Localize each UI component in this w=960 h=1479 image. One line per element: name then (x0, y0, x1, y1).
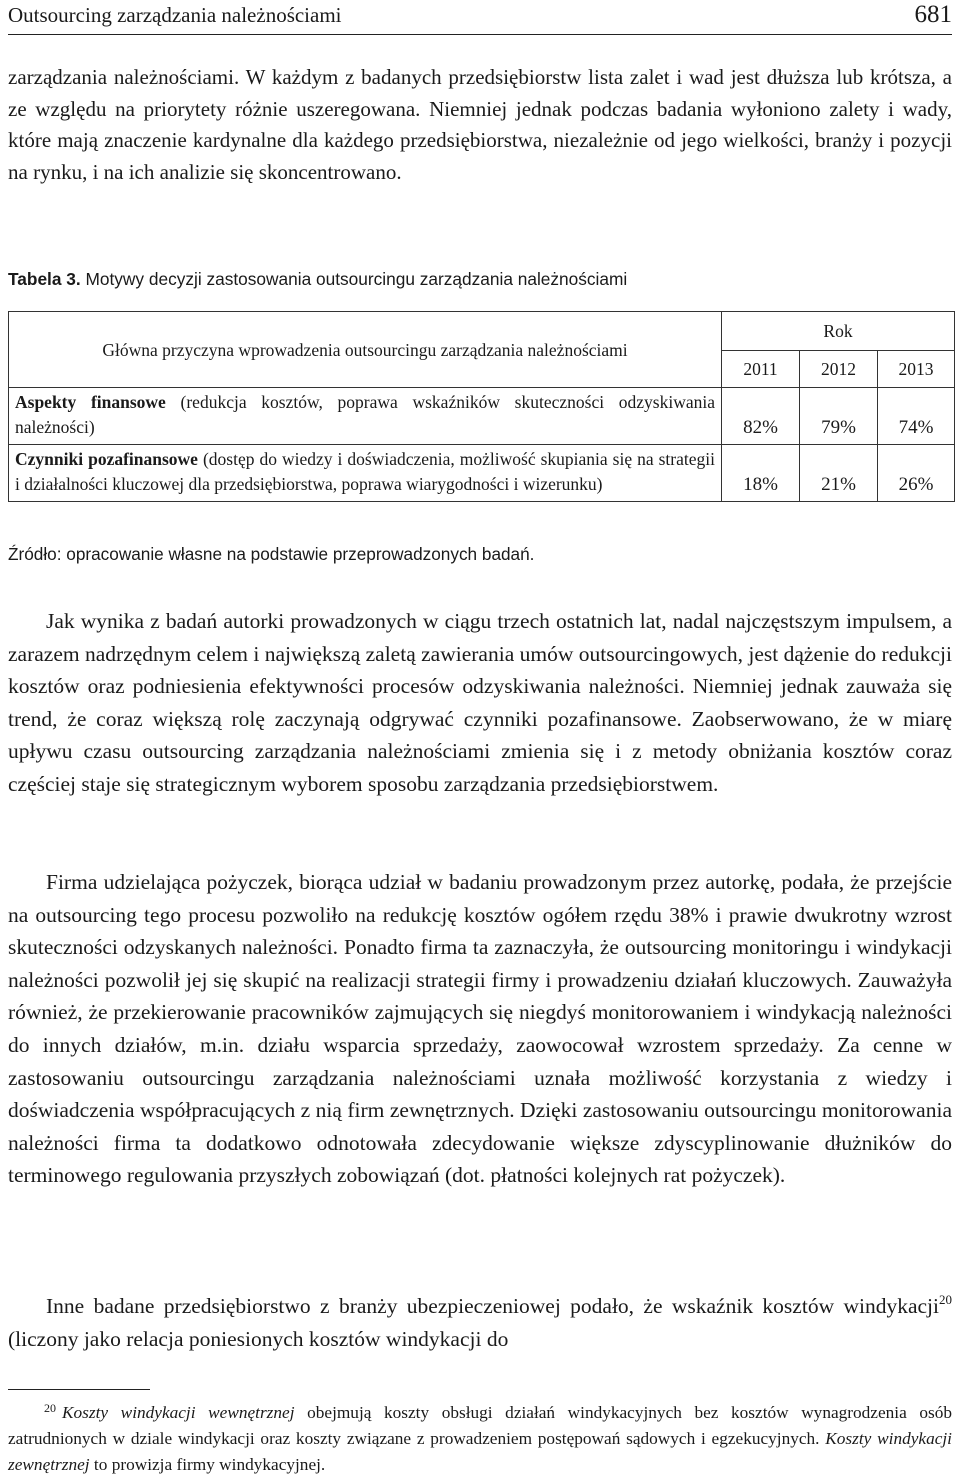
row-detail: (dostęp do wiedzy i doświadczenia, możliwość skupiania się na strategii i działalności kluczowej dla przedsiębiorstwa, poprawa wiarygodności i wizerunku) (15, 449, 715, 494)
header-year-group: Rok (722, 312, 955, 351)
header-main-cause: Główna przyczyna wprowadzenia outsourcingu zarządzania należnościami (9, 312, 722, 388)
footnote-divider (8, 1389, 150, 1390)
footnote-term: Koszty windykacji zewnętrznej (8, 1429, 952, 1474)
row-value-2013: 26% (878, 445, 955, 502)
body-paragraph: Firma udzielająca pożyczek, biorąca udział w badaniu prowadzonym przez autorkę, podała, że przejście na outsourcing tego procesu pozwoliło na redukcję kosztów ogółem rzędu 38% i prawie dwukrotny wzrost skuteczności odzyskanych należności. Ponadto firma ta zaznaczyła, że outsourcing monitoringu i windykacji należności pozwolił jej się skupić na realizacji strategii firmy i prowadzeniu działań kluczowych. Zauważyła również, że przekierowanie pracowników zajmujących się niegdyś monitorowaniem i windykacją należności do innych działów, m.in. działu wsparcia sprzedaży, zaowocował wzrostem sprzedaży. Za cenne w zastosowaniu outsourcingu zarządzania należnościami uznała możliwość korzystania z wiedzy i doświadczenia współpracujących z nią firm zewnętrznych. Dzięki zastosowaniu outsourcingu monitorowania należności firma ta dodatkowo odnotowała zdecydowanie większe zdyscyplinowanie dłużników do terminowego regulowania przyszłych zobowiązań (dot. płatności kolejnych rat pożyczek). (8, 870, 952, 1188)
row-value-2012: 21% (800, 445, 878, 502)
table-header-row (9, 312, 955, 351)
row-value-2013: 74% (878, 388, 955, 445)
page-number: 681 (914, 1, 952, 28)
footnote-text: to prowizja firmy windykacyjnej. (89, 1455, 326, 1474)
year-2011: 2011 (722, 351, 800, 388)
footnote-term: Koszty windykacji wewnętrznej (62, 1403, 295, 1422)
paragraph-text: (liczony jako relacja poniesionych kosztów windykacji do (8, 1326, 509, 1351)
row-term: Aspekty finansowe (15, 392, 166, 412)
row-detail: (redukcja kosztów, poprawa wskaźników skuteczności odzyskiwania należności) (15, 392, 715, 437)
footnote (8, 1395, 952, 1478)
paragraph-text: Inne badane przedsiębiorstwo z branży ubezpieczeniowej podało, że wskaźnik kosztów windykacji (46, 1294, 939, 1318)
year-2013: 2013 (878, 351, 955, 388)
year-2012: 2012 (800, 351, 878, 388)
table-caption (8, 266, 952, 292)
body-paragraph (8, 1290, 952, 1355)
row-value-2011: 18% (722, 445, 800, 502)
row-value-2011: 82% (722, 388, 800, 445)
table-caption-label: Tabela 3. (8, 269, 81, 289)
row-value-2012: 79% (800, 388, 878, 445)
table-source: Źródło: opracowanie własne na podstawie przeprowadzonych badań. (8, 544, 535, 564)
footnote-number: 20 (44, 1401, 56, 1415)
body-paragraph: Jak wynika z badań autorki prowadzonych w ciągu trzech ostatnich lat, nadal najczęstszym impulsem, a zarazem nadrzędnym celem i największą zaletą zawierania umów outsourcingowych, jest dążenie do redukcji kosztów oraz podniesienia efektywności procesów odzyskiwania należności. Niemniej jednak zauważa się trend, że coraz większą rolę zaczynają odgrywać czynniki pozafinansowe. Zaobserwowano, że w miarę upływu czasu outsourcing zarządzania należnościami zmienia się i z metody obniżania kosztów coraz częściej staje się strategicznym wyborem sposobu zarządzania przedsiębiorstwem. (8, 609, 952, 796)
table-row (9, 388, 955, 445)
table-row (9, 445, 955, 502)
footnote-reference[interactable]: 20 (939, 1292, 952, 1307)
intro-paragraph: zarządzania należnościami. W każdym z badanych przedsiębiorstw lista zalet i wad jest dłuższa lub krótsza, a ze względu na priorytety różnie uszeregowana. Niemniej jednak podczas badania wyłoniono zalety i wady, które mają znaczenie kardynalne dla każdego przedsiębiorstwa, niezależnie od jego wielkości, branży i pozycji na rynku, i na ich analizie się skoncentrowano. (8, 65, 952, 185)
footnote-text: obejmują koszty obsługi działań windykacyjnych bez kosztów wynagrodzenia osób zatrudnionych w dziale windykacji oraz koszty związane z prowadzeniem postępowań sądowych i egzekucyjnych. (8, 1403, 952, 1448)
running-head (8, 0, 952, 35)
row-description (9, 445, 722, 502)
motives-table (8, 311, 955, 502)
row-term: Czynniki pozafinansowe (15, 449, 198, 469)
row-description (9, 388, 722, 445)
running-head-title: Outsourcing zarządzania należnościami (8, 3, 342, 27)
table-caption-text: Motywy decyzji zastosowania outsourcingu zarządzania należnościami (80, 269, 628, 289)
